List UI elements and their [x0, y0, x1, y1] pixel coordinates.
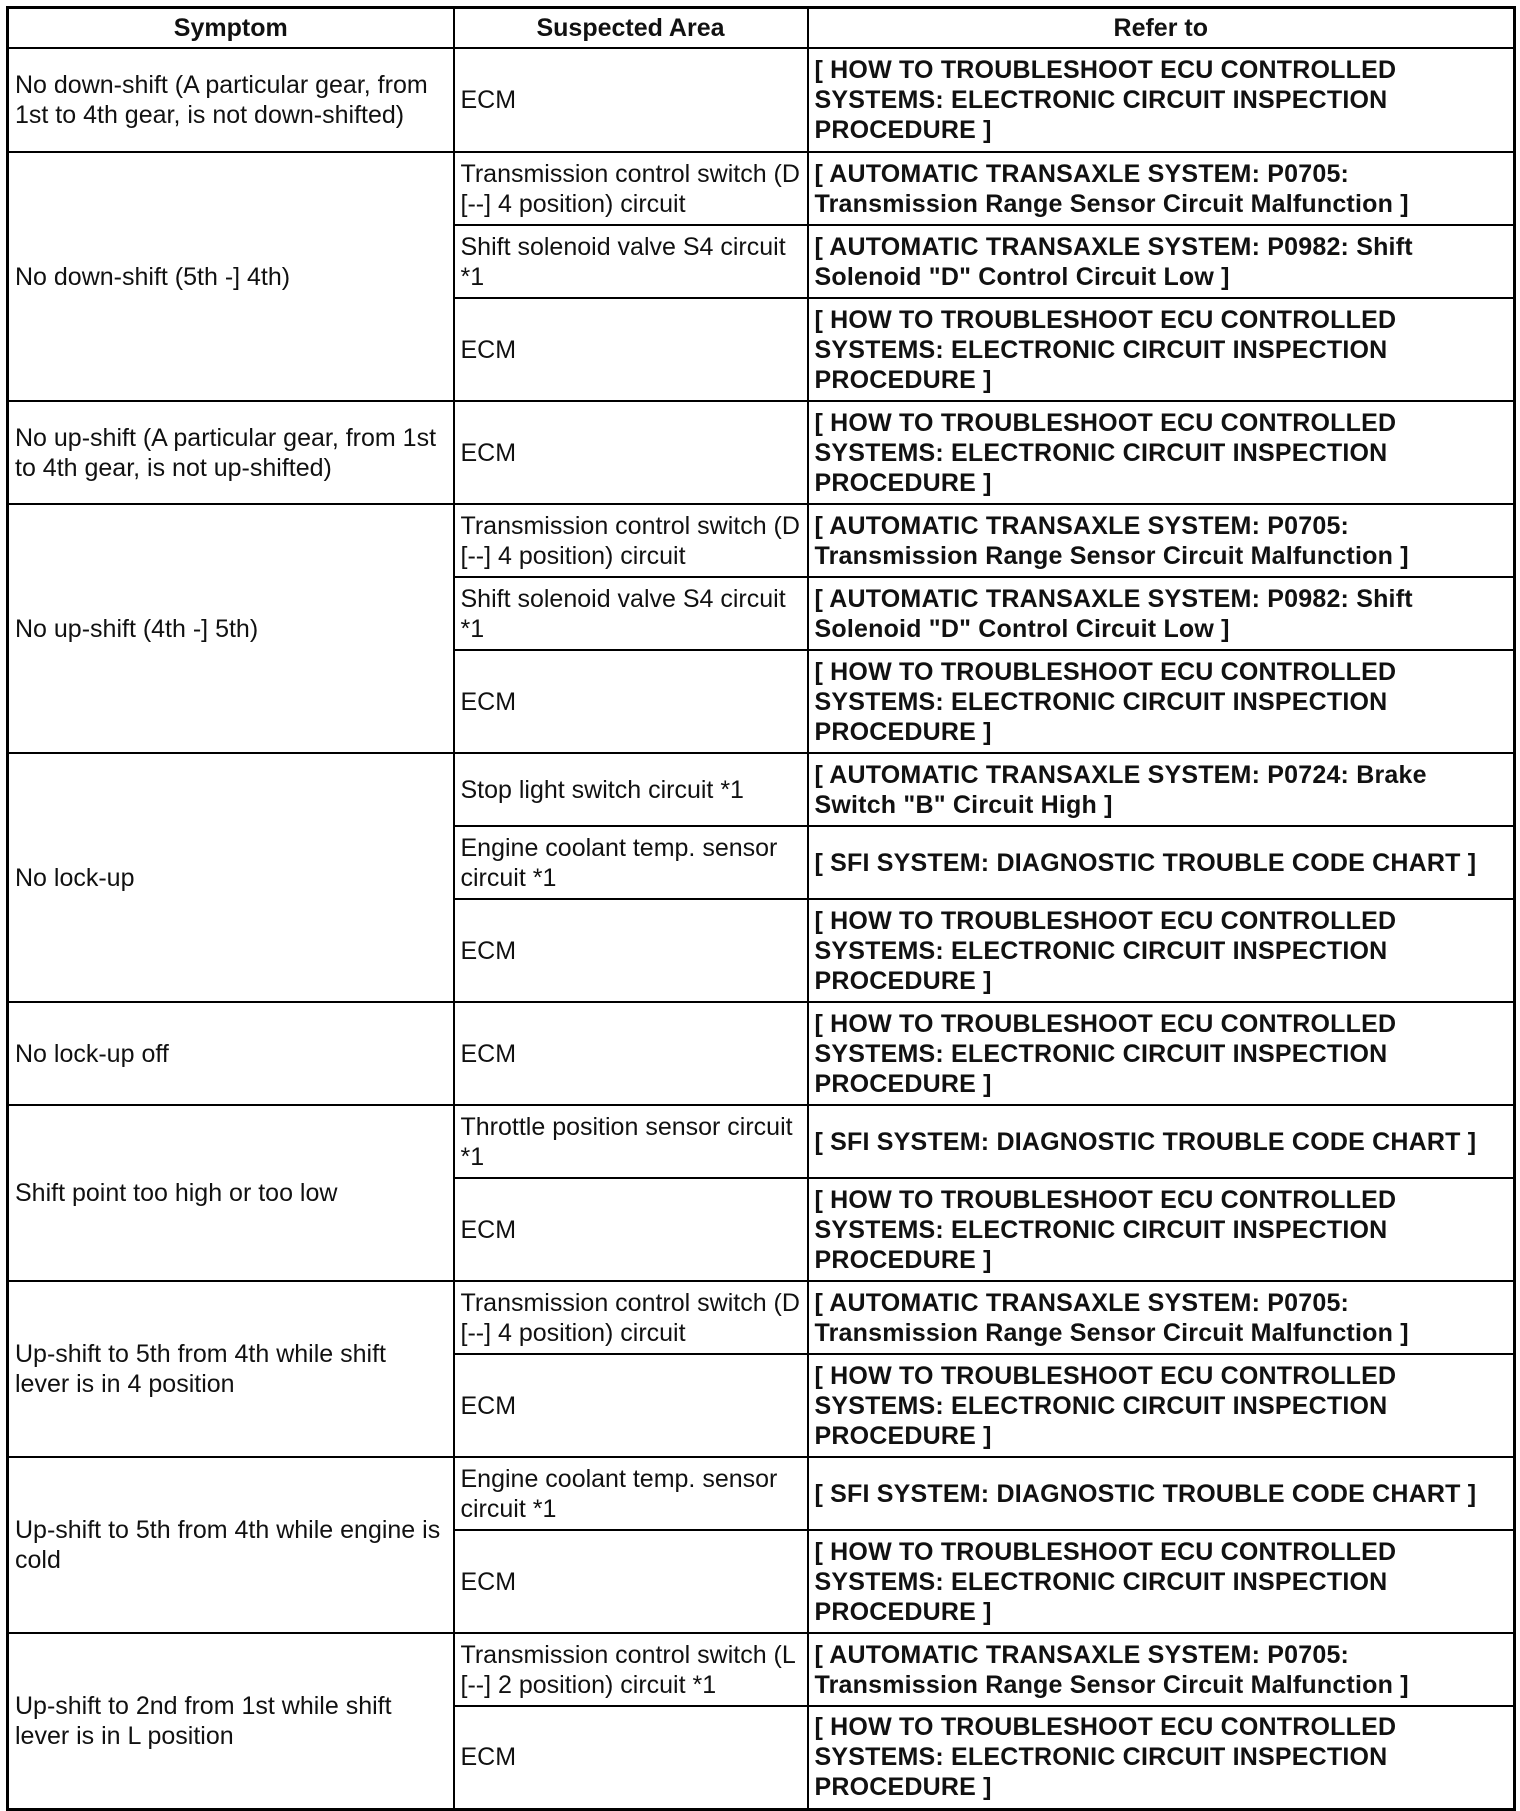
symptom-cell: Up-shift to 5th from 4th while shift lever is in 4 position — [8, 1281, 454, 1457]
suspected-area-cell: Shift solenoid valve S4 circuit *1 — [454, 577, 808, 650]
table-row — [8, 753, 1515, 826]
refer-to-cell: [ AUTOMATIC TRANSAXLE SYSTEM: P0982: Shift Solenoid "D" Control Circuit Low ] — [808, 577, 1515, 650]
suspected-area-cell: ECM — [454, 1530, 808, 1633]
refer-to-cell: [ AUTOMATIC TRANSAXLE SYSTEM: P0724: Brake Switch "B" Circuit High ] — [808, 753, 1515, 826]
refer-to-cell: [ SFI SYSTEM: DIAGNOSTIC TROUBLE CODE CHART ] — [808, 1105, 1515, 1178]
suspected-area-cell: Engine coolant temp. sensor circuit *1 — [454, 826, 808, 899]
suspected-area-cell: Transmission control switch (L [--] 2 position) circuit *1 — [454, 1633, 808, 1706]
refer-to-cell: [ HOW TO TROUBLESHOOT ECU CONTROLLED SYSTEMS: ELECTRONIC CIRCUIT INSPECTION PROCEDURE ] — [808, 1002, 1515, 1105]
suspected-area-cell: ECM — [454, 401, 808, 504]
suspected-area-cell: ECM — [454, 1354, 808, 1457]
symptom-cell: No up-shift (A particular gear, from 1st to 4th gear, is not up-shifted) — [8, 401, 454, 504]
suspected-area-cell: ECM — [454, 48, 808, 152]
symptom-cell: Up-shift to 2nd from 1st while shift lever is in L position — [8, 1633, 454, 1809]
suspected-area-cell: ECM — [454, 1706, 808, 1809]
suspected-area-cell: ECM — [454, 899, 808, 1002]
column-header-suspected-area: Suspected Area — [454, 8, 808, 49]
column-header-symptom: Symptom — [8, 8, 454, 49]
suspected-area-cell: ECM — [454, 1178, 808, 1281]
symptom-cell: Shift point too high or too low — [8, 1105, 454, 1281]
suspected-area-cell: Transmission control switch (D [--] 4 position) circuit — [454, 1281, 808, 1354]
symptom-cell: No up-shift (4th -] 5th) — [8, 504, 454, 753]
refer-to-cell: [ HOW TO TROUBLESHOOT ECU CONTROLLED SYSTEMS: ELECTRONIC CIRCUIT INSPECTION PROCEDURE ] — [808, 1354, 1515, 1457]
symptom-cell: No lock-up off — [8, 1002, 454, 1105]
symptom-cell: No lock-up — [8, 753, 454, 1002]
symptom-cell: No down-shift (A particular gear, from 1st to 4th gear, is not down-shifted) — [8, 48, 454, 152]
refer-to-cell: [ HOW TO TROUBLESHOOT ECU CONTROLLED SYSTEMS: ELECTRONIC CIRCUIT INSPECTION PROCEDURE ] — [808, 1178, 1515, 1281]
refer-to-cell: [ AUTOMATIC TRANSAXLE SYSTEM: P0705: Transmission Range Sensor Circuit Malfunction ] — [808, 1281, 1515, 1354]
refer-to-cell: [ SFI SYSTEM: DIAGNOSTIC TROUBLE CODE CHART ] — [808, 826, 1515, 899]
suspected-area-cell: Transmission control switch (D [--] 4 position) circuit — [454, 504, 808, 577]
table-row — [8, 152, 1515, 225]
suspected-area-cell: Engine coolant temp. sensor circuit *1 — [454, 1457, 808, 1530]
table-row — [8, 1002, 1515, 1105]
refer-to-cell: [ HOW TO TROUBLESHOOT ECU CONTROLLED SYSTEMS: ELECTRONIC CIRCUIT INSPECTION PROCEDURE ] — [808, 650, 1515, 753]
suspected-area-cell: ECM — [454, 298, 808, 401]
refer-to-cell: [ HOW TO TROUBLESHOOT ECU CONTROLLED SYSTEMS: ELECTRONIC CIRCUIT INSPECTION PROCEDURE ] — [808, 899, 1515, 1002]
suspected-area-cell: ECM — [454, 1002, 808, 1105]
symptom-cell: No down-shift (5th -] 4th) — [8, 152, 454, 401]
symptom-cell: Up-shift to 5th from 4th while engine is cold — [8, 1457, 454, 1633]
suspected-area-cell: ECM — [454, 650, 808, 753]
table-row — [8, 504, 1515, 577]
refer-to-cell: [ HOW TO TROUBLESHOOT ECU CONTROLLED SYSTEMS: ELECTRONIC CIRCUIT INSPECTION PROCEDURE ] — [808, 401, 1515, 504]
refer-to-cell: [ HOW TO TROUBLESHOOT ECU CONTROLLED SYSTEMS: ELECTRONIC CIRCUIT INSPECTION PROCEDURE ] — [808, 1530, 1515, 1633]
refer-to-cell: [ AUTOMATIC TRANSAXLE SYSTEM: P0705: Transmission Range Sensor Circuit Malfunction ] — [808, 1633, 1515, 1706]
suspected-area-cell: Stop light switch circuit *1 — [454, 753, 808, 826]
refer-to-cell: [ SFI SYSTEM: DIAGNOSTIC TROUBLE CODE CHART ] — [808, 1457, 1515, 1530]
header-row — [8, 8, 1515, 49]
troubleshooting-table — [6, 6, 1516, 1811]
refer-to-cell: [ HOW TO TROUBLESHOOT ECU CONTROLLED SYSTEMS: ELECTRONIC CIRCUIT INSPECTION PROCEDURE ] — [808, 298, 1515, 401]
table-row — [8, 1281, 1515, 1354]
table-row — [8, 1457, 1515, 1530]
suspected-area-cell: Throttle position sensor circuit *1 — [454, 1105, 808, 1178]
table-row — [8, 1633, 1515, 1706]
refer-to-cell: [ AUTOMATIC TRANSAXLE SYSTEM: P0705: Transmission Range Sensor Circuit Malfunction ] — [808, 504, 1515, 577]
refer-to-cell: [ AUTOMATIC TRANSAXLE SYSTEM: P0982: Shift Solenoid "D" Control Circuit Low ] — [808, 225, 1515, 298]
column-header-refer-to: Refer to — [808, 8, 1515, 49]
table-row — [8, 401, 1515, 504]
refer-to-cell: [ AUTOMATIC TRANSAXLE SYSTEM: P0705: Transmission Range Sensor Circuit Malfunction ] — [808, 152, 1515, 225]
refer-to-cell: [ HOW TO TROUBLESHOOT ECU CONTROLLED SYSTEMS: ELECTRONIC CIRCUIT INSPECTION PROCEDURE ] — [808, 1706, 1515, 1809]
refer-to-cell: [ HOW TO TROUBLESHOOT ECU CONTROLLED SYSTEMS: ELECTRONIC CIRCUIT INSPECTION PROCEDURE ] — [808, 48, 1515, 152]
suspected-area-cell: Shift solenoid valve S4 circuit *1 — [454, 225, 808, 298]
table-row — [8, 48, 1515, 152]
suspected-area-cell: Transmission control switch (D [--] 4 position) circuit — [454, 152, 808, 225]
table-row — [8, 1105, 1515, 1178]
